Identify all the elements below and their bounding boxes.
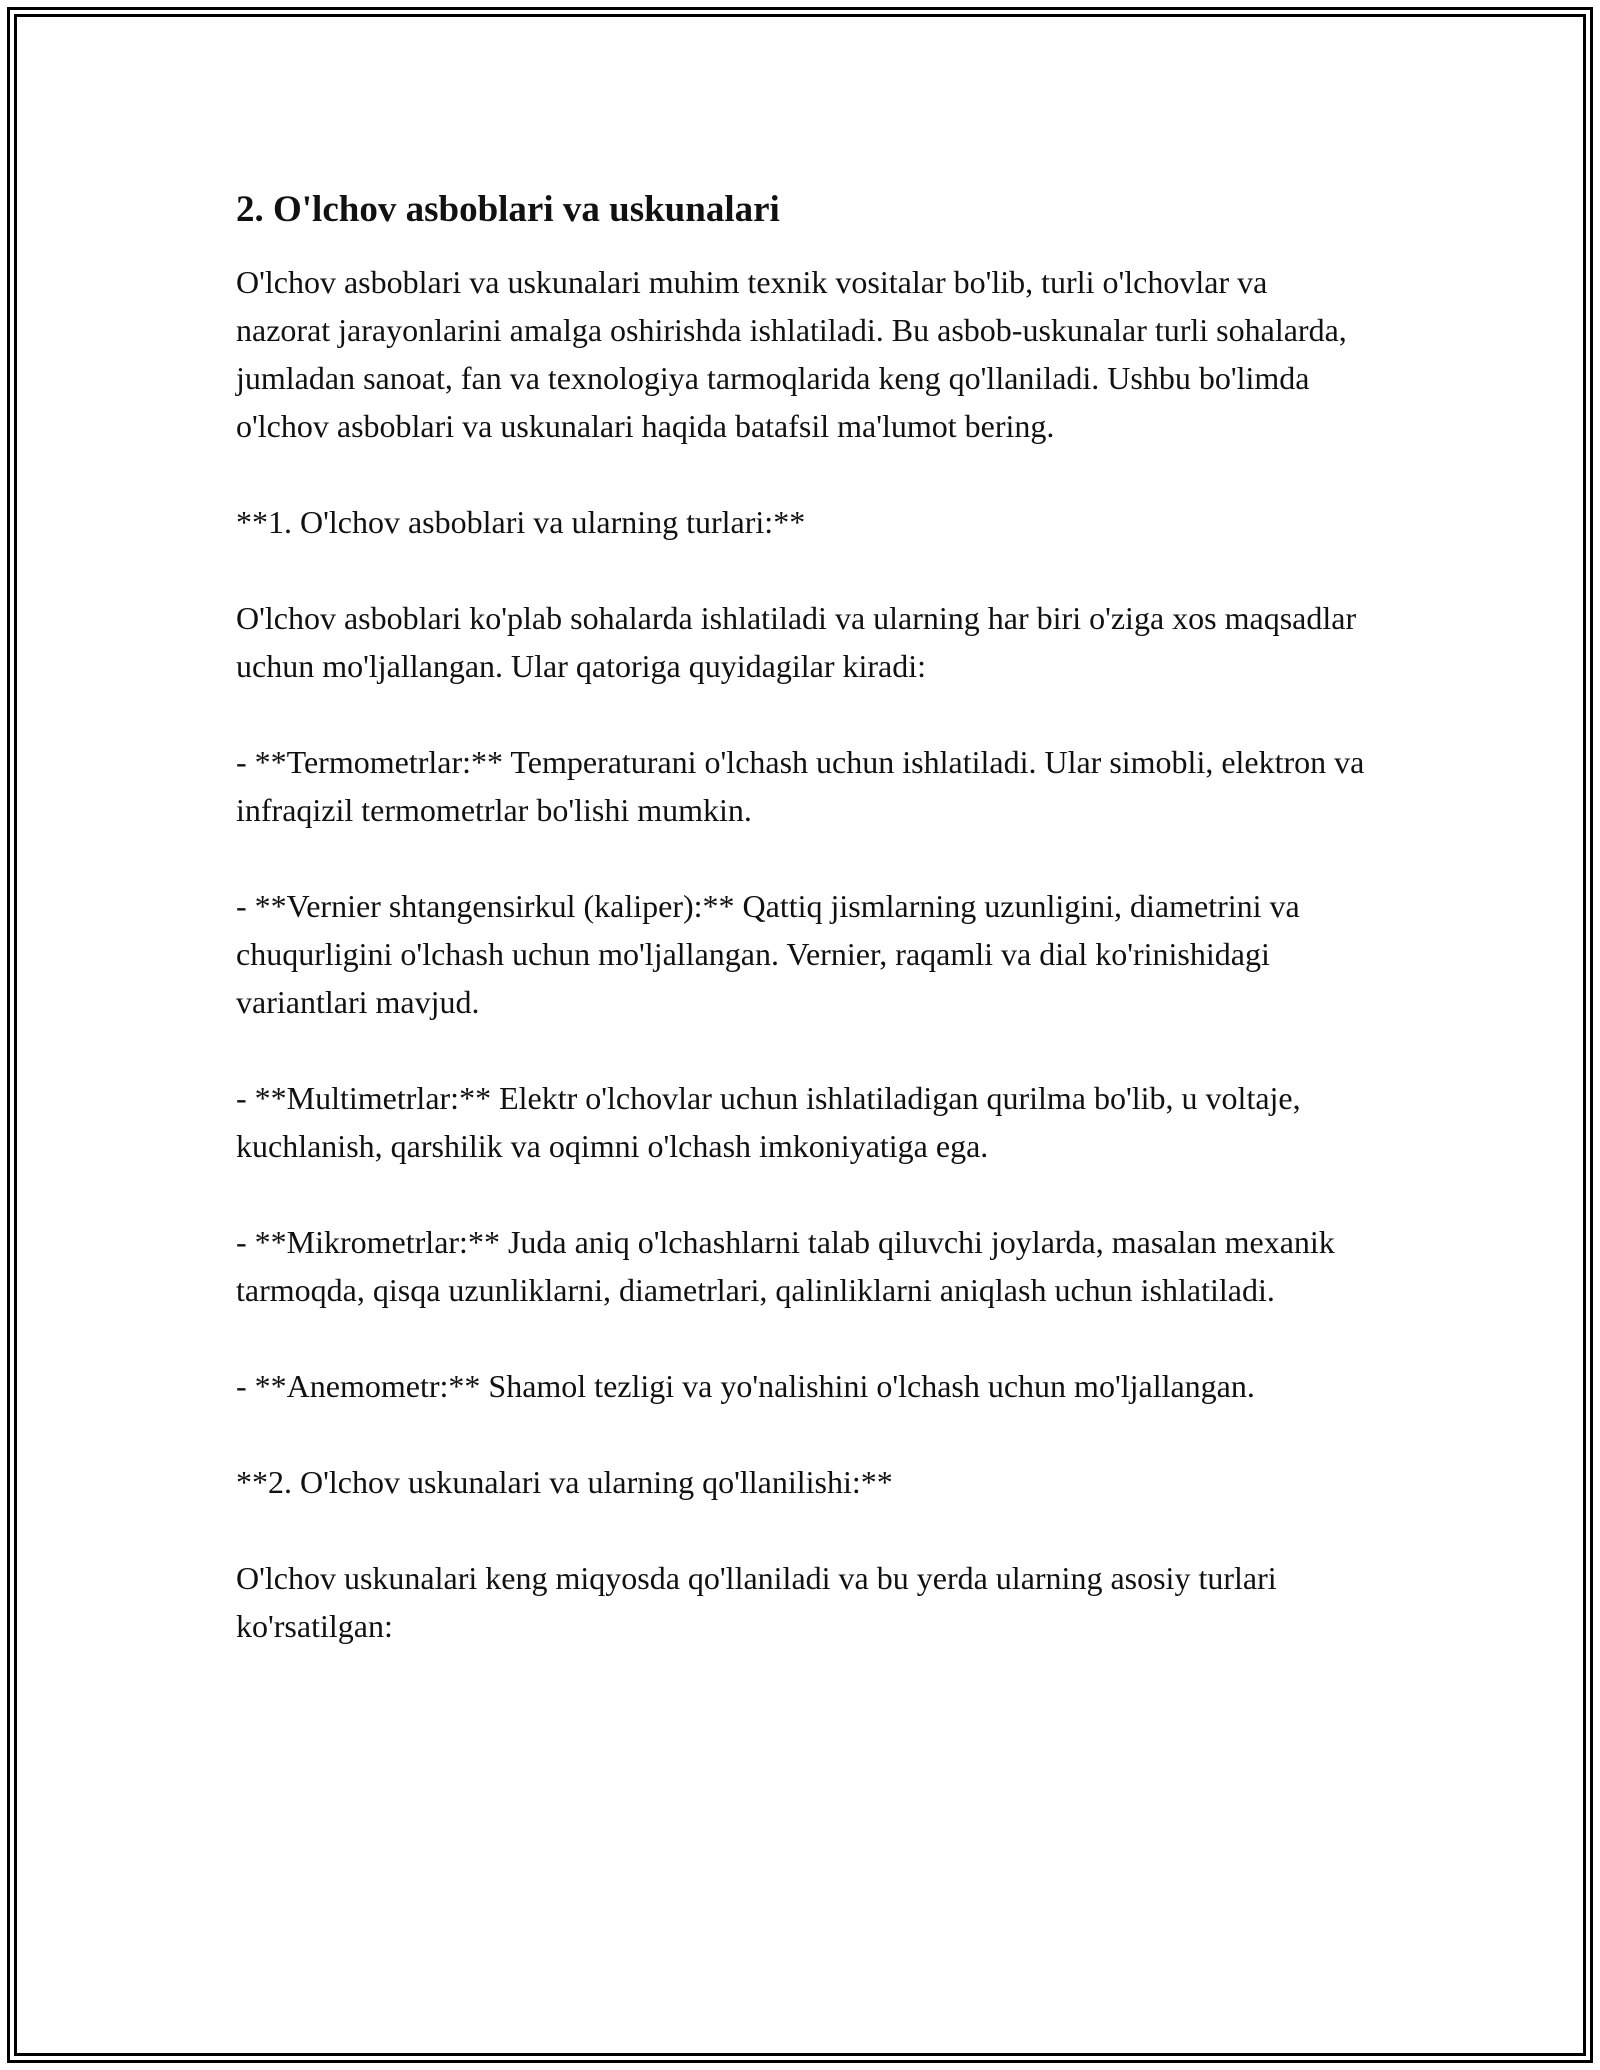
equipment-intro-paragraph: O'lchov uskunalari keng miqyosda qo'llaniladi va bu yerda ularning asosiy turlari ko'rsatilgan:	[236, 1560, 1277, 1644]
section-heading: 2. O'lchov asboblari va uskunalari	[236, 189, 780, 230]
list-item-anemometer: - **Anemometr:** Shamol tezligi va yo'nalishini o'lchash uchun mo'ljallangan.	[236, 1368, 1255, 1404]
instruments-intro-paragraph: O'lchov asboblari ko'plab sohalarda ishlatiladi va ularning har biri o'ziga xos maqsadlar uchun mo'ljallangan. Ular qatoriga quyidagilar kiradi:	[236, 600, 1357, 684]
list-item-micrometers: - **Mikrometrlar:** Juda aniq o'lchashlarni talab qiluvchi joylarda, masalan mexanik tarmoqda, qisqa uzunliklarni, diametrlari, qalinliklarni aniqlash uchun ishlatiladi.	[236, 1224, 1335, 1308]
list-item-multimeters: - **Multimetrlar:** Elektr o'lchovlar uchun ishlatiladigan qurilma bo'lib, u voltaje, kuchlanish, qarshilik va oqimni o'lchash imkoniyatiga ega.	[236, 1080, 1301, 1164]
intro-paragraph: O'lchov asboblari va uskunalari muhim texnik vositalar bo'lib, turli o'lchovlar va nazorat jarayonlarini amalga oshirishda ishlatiladi. Bu asbob-uskunalar turli sohalarda, jumladan sanoat, fan va texnologiya tarmoqlarida keng qo'llaniladi. Ushbu bo'limda o'lchov asboblari va uskunalari haqida batafsil ma'lumot bering.	[236, 264, 1347, 444]
list-item-vernier-caliper: - **Vernier shtangensirkul (kaliper):** Qattiq jismlarning uzunligini, diametrini va chuqurligini o'lchash uchun mo'ljallangan. Vernier, raqamli va dial ko'rinishidagi variantlari mavjud.	[236, 888, 1300, 1020]
subsection-title-instruments: **1. O'lchov asboblari va ularning turlari:**	[236, 504, 806, 540]
subsection-title-equipment: **2. O'lchov uskunalari va ularning qo'llanilishi:**	[236, 1464, 893, 1500]
document-body	[236, 186, 1366, 1698]
list-item-thermometers: - **Termometrlar:** Temperaturani o'lchash uchun ishlatiladi. Ular simobli, elektron va infraqizil termometrlar bo'lishi mumkin.	[236, 744, 1365, 828]
